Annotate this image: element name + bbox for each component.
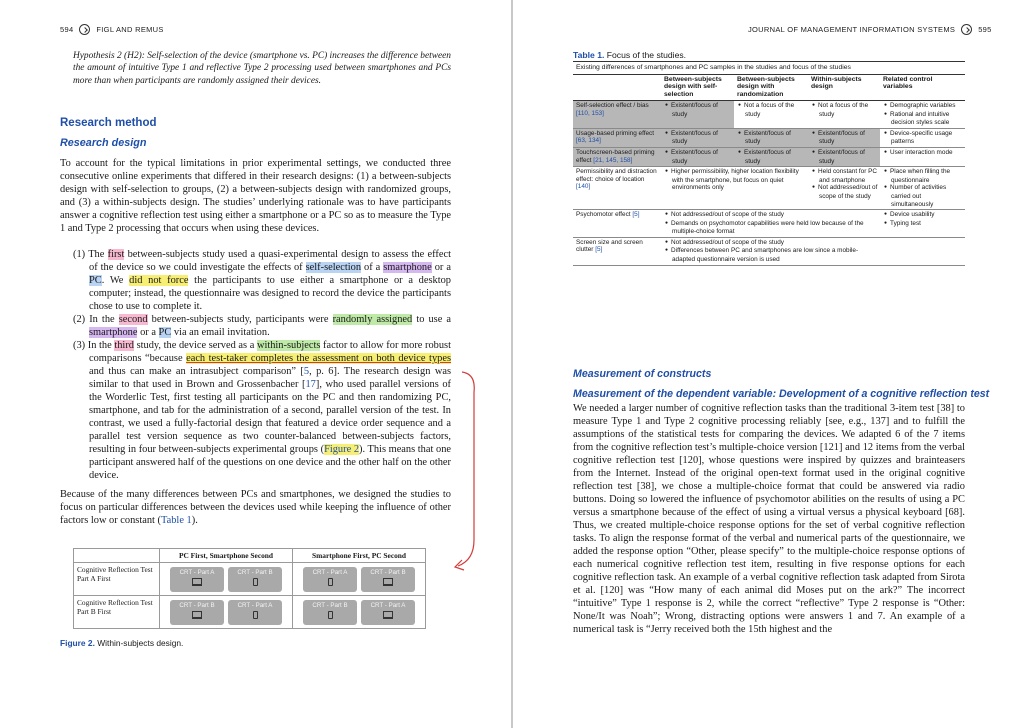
table-row: Usage-based priming effect [63, 134] ● Existent/focus of study ● Existent/focus of study ● Existent/focus of study ● Device-specific usage patterns: [573, 128, 965, 147]
crt-block: CRT - Part B: [170, 600, 224, 625]
paragraph-research-design: To account for the typical limitations in prior experimental settings, we conducted three consecutive online experiments that differed in their research designs: (1) a between-subjects design with self-selection to groups, (2) a between-subjects design with randomized groups, and (3) a within-subjects design. The studies’ underlying rationale was to have participants answer a cognitive reflection test using either a smartphone or a PC so as to measure the Type 1 and Type 2 processing that occurs when using these devices.: [60, 158, 451, 234]
crt-block: CRT - Part B: [361, 567, 415, 592]
page-number: 594: [60, 25, 74, 34]
highlight-second: second: [118, 314, 148, 325]
smartphone-icon: [253, 611, 258, 619]
row-label: Usage-based priming effect [63, 134]: [573, 128, 661, 147]
table-header-cell: Related control variables: [880, 74, 965, 100]
row-label: Self-selection effect / bias [110, 153]: [573, 100, 661, 128]
fig2-col-header: Smartphone First, PC Second: [293, 549, 426, 563]
row-label: Touchscreen-based priming effect [21, 145, 158]: [573, 147, 661, 166]
highlight-pc-2: PC: [158, 327, 172, 338]
citation-link-17[interactable]: 17: [305, 379, 316, 390]
fig2-cell: [160, 596, 293, 629]
pc-icon: [192, 578, 202, 586]
heading-research-design: Research design: [60, 137, 147, 149]
table-span-header: Existing differences of smartphones and PC samples in the studies and focus of the studies: [573, 62, 965, 75]
crt-block: CRT - Part A: [170, 567, 224, 592]
pc-icon: [192, 611, 202, 619]
table-header-cell: [573, 74, 661, 100]
running-head: FIGL AND REMUS: [96, 25, 164, 34]
table-1-link[interactable]: Table 1: [161, 515, 192, 526]
table-1-caption: Table 1. Focus of the studies.: [573, 50, 687, 60]
heading-dependent-variable: Measurement of the dependent variable: Development of a cognitive reflection test: [573, 388, 990, 400]
highlight-within-subjects: within-subjects: [256, 340, 321, 351]
list-item-study-1: (1) The first between-subjects study used a quasi-experimental design to assess the effect of the device so we could investigate the effects of self-selection of a smartphone or a PC. We did not force the participants to use either a smartphone or a desktop computer; instead, the questionnaire was designed to record the device the participants chose to use to complete it.: [73, 249, 451, 312]
table-header-cell: Between-subjects design with randomization: [734, 74, 808, 100]
highlight-self-selection: self-selection: [305, 262, 362, 273]
table-row: Permissibility and distraction effect: choice of location [140] ● Higher permissibility, higher location flexibility with the smartphone, but focus on quiet environments only ● Held constant for PC and smartphone ● Not addressed/out of scope of the study ● Place when filling the questionnaire ● Number of activities carried out simultaneously: [573, 167, 965, 210]
journal-logo-icon: [961, 24, 972, 35]
fig2-cell: [293, 563, 426, 596]
running-header-left: [60, 24, 164, 35]
citation-link-5[interactable]: 5: [303, 366, 310, 377]
row-label: Permissibility and distraction effect: choice of location [140]: [573, 167, 661, 210]
crt-block: CRT - Part B: [228, 567, 282, 592]
heading-measurement-of-constructs: Measurement of constructs: [573, 368, 712, 380]
figure-2-table: [73, 548, 426, 629]
running-head: JOURNAL OF MANAGEMENT INFORMATION SYSTEMS: [748, 25, 956, 34]
study-list: [73, 248, 451, 482]
row-label: Psychomotor effect [5]: [573, 210, 661, 238]
list-item-study-2: (2) In the second between-subjects study, participants were randomly assigned to use a smartphone or a PC via an email invitation.: [73, 314, 452, 338]
heading-research-method: Research method: [60, 117, 157, 129]
fig2-cell: [293, 596, 426, 629]
table-1: [573, 61, 965, 266]
page-number: 595: [978, 25, 992, 34]
table-row: Psychomotor effect [5] ● Not addressed/out of scope of the study ● Demands on psychomotor capabilities were held low because of the multiple-choice format ● Device usability ● Typing test: [573, 210, 965, 238]
fig2-row-label: Cognitive Reflection Test Part A First: [74, 563, 160, 596]
fig2-col-header: PC First, Smartphone Second: [160, 549, 293, 563]
fig2-row-label: Cognitive Reflection Test Part B First: [74, 596, 160, 629]
table-header-cell: Within-subjects design: [808, 74, 880, 100]
pc-icon: [383, 611, 393, 619]
page-594: [0, 0, 511, 728]
figure-2-link[interactable]: Figure 2: [324, 444, 360, 455]
page-595: [513, 0, 1024, 728]
highlight-smartphone: smartphone: [383, 262, 432, 273]
fig2-cell: [160, 563, 293, 596]
table-row: Touchscreen-based priming effect [21, 145, 158] ● Existent/focus of study ● Existent/focus of study ● Existent/focus of study ● User interaction mode: [573, 147, 965, 166]
crt-block: CRT - Part A: [361, 600, 415, 625]
smartphone-icon: [328, 578, 333, 586]
journal-logo-icon: [79, 24, 90, 35]
table-row: Self-selection effect / bias [110, 153] ● Existent/focus of study ● Not a focus of the study ● Not a focus of the study ● Demographic variables ● Rational and intuitive decision styles scale: [573, 100, 965, 128]
highlight-pc: PC: [89, 275, 102, 286]
paragraph-differences: Because of the many differences between PCs and smartphones, we designed the studies to focus on particular differences between the devices used while keeping the influence of other factors low or constant (Table 1).: [60, 489, 451, 526]
row-label: Screen size and screen clutter [5]: [573, 237, 661, 265]
crt-block: CRT - Part B: [303, 600, 357, 625]
highlight-randomly-assigned: randomly assigned: [332, 314, 413, 325]
paragraph-cognitive-reflection-test: We needed a larger number of cognitive reflection tasks than the traditional 3-item test [38] to measure Type 1 and Type 2 cognitive processing reliably [see, e.g., 137] and to fulfill the assumptions of the statistical tests for comparing the devices. We adapted 6 of the 7 items from the cognitive reflection test’s multiple-choice version [121] and 12 items from the verbal cognitive reflection test [120], whose questions were inspired by quizzes and brainteasers from the Internet. Instead of the original open-text format used in the original cognitive reflection test [38], we chose a multiple-choice format that could be answered via radio buttons. Doing so lowered the influence of psychomotor abilities on the results of using a PC versus a smartphone because of the effect of using a virtual versus a physical keyboard [68]. Thus, we created multiple-choice response options for the set of verbal cognitive reflection tasks. To align the response format of the verbal and numerical parts of the questionnaire, we added the response option “Other, please specify” to the multiple-choice response options of each numerical cognitive reflection test item, resulting in five response options for each cognitive reflection task. An example of a verbal cognitive reflection task adapted from Sirota et al. [120] was “How many of each animal did Moses put on the ark?” The incorrect “intuitive” Type 1 response is 2, while the correct “reflective” Type 2 response is “Other: None/It was Noah”; Wrong, distracting options were answers 1 and 7. An example of a numerical task is “Jerry received both the 15th highest and the: [573, 403, 965, 635]
crt-block: CRT - Part A: [303, 567, 357, 592]
fig2-corner: [74, 549, 160, 563]
smartphone-icon: [328, 611, 333, 619]
list-item-study-3: (3) In the third study, the device served as a within-subjects factor to allow for more robust comparisons “because each test-taker completes the assessment on both device types and thus can make an intrasubject comparison” [5, p. 6]. The research design was similar to that used in Brown and Grossenbacher [17], who used parallel versions of the Worderlic Test, first testing all participants on the PC and then randomizing PC, smartphone, and tab for the administration of a second, parallel version of the test. In contrast, we used a fully-factorial design that featured a device order sequence and a parallel test version sequence as two counter-balanced between-subjects factors, resulting in four between-subjects experimental groups (Figure 2). This means that one participant answered half of the questions on one device and the other half on the other device.: [73, 340, 452, 481]
hypothesis-2: Hypothesis 2 (H2): Self-selection of the device (smartphone vs. PC) increases the difference between the amount of intuitive Type 1 and reflective Type 2 processing used between smartphones and PCs more than when participants are randomly assigned their devices.: [73, 51, 451, 86]
highlight-did-not-force: did not force: [129, 275, 189, 286]
highlight-smartphone-2: smartphone: [89, 327, 138, 338]
table-header-cell: Between-subjects design with self-selection: [661, 74, 734, 100]
crt-block: CRT - Part A: [228, 600, 282, 625]
figure-2-caption: Figure 2. Within-subjects design.: [60, 638, 184, 648]
pc-icon: [383, 578, 393, 586]
table-row: Screen size and screen clutter [5] ● Not addressed/out of scope of the study ● Differences between PC and smartphones are low since a mobile-adapted questionnaire version is used: [573, 237, 965, 265]
highlight-each-test-taker: each test-taker completes the assessment on both device types: [186, 353, 451, 364]
smartphone-icon: [253, 578, 258, 586]
running-header-right: [748, 24, 992, 35]
highlight-third: third: [114, 340, 134, 351]
highlight-first: first: [107, 249, 125, 260]
